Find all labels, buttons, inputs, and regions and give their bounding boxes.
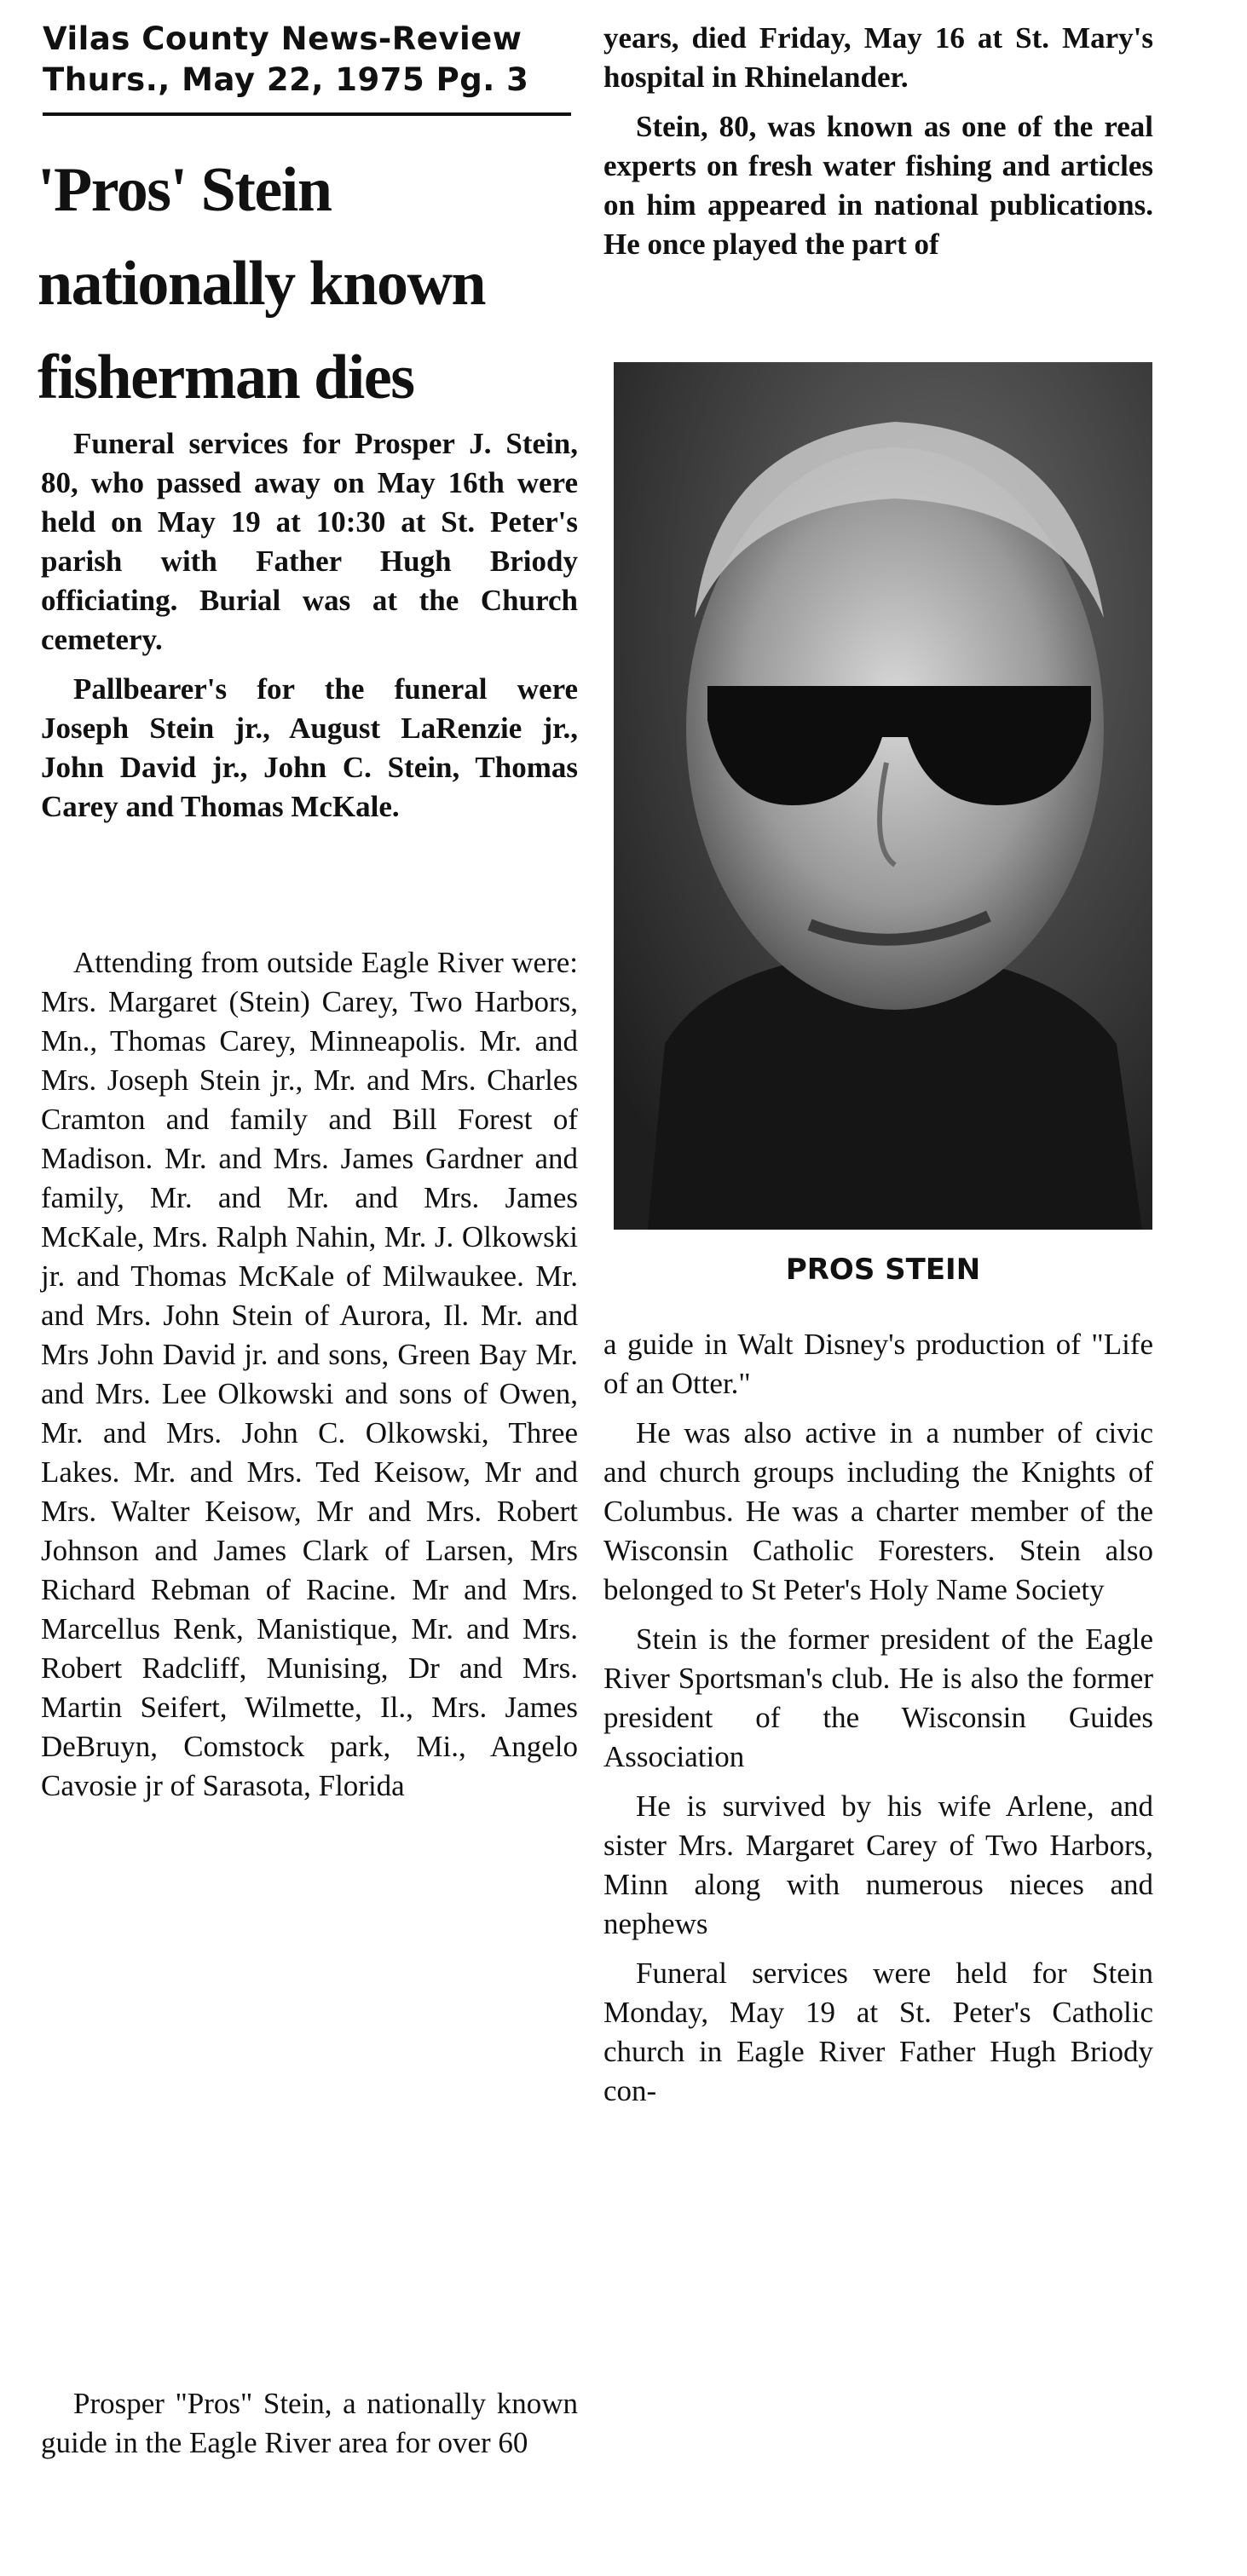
masthead-publication: Vilas County News-Review	[43, 20, 522, 57]
portrait-photo	[614, 362, 1152, 1230]
paragraph-prosper: Prosper "Pros" Stein, a nationally known guide in the Eagle River area for over 60	[41, 2387, 578, 2459]
portrait-image	[614, 362, 1152, 1230]
masthead-date: Thurs., May 22, 1975 Pg. 3	[43, 61, 529, 98]
paragraph-sportsmans-club: Stein is the former president of the Eagle River Sportsman's club. He is also the former president of the Wisconsin Guides Association	[603, 1622, 1153, 1773]
masthead-rule	[43, 112, 571, 116]
paragraph-died-friday: years, died Friday, May 16 at St. Mary's hospital in Rhinelander.	[603, 21, 1153, 94]
paragraph-funeral-monday: Funeral services were held for Stein Monday, May 19 at St. Peter's Catholic church in Eagle River Father Hugh Briody con-	[603, 1956, 1153, 2107]
article-column-2-top	[603, 19, 1153, 274]
article-column-2-bottom	[603, 1325, 1153, 2121]
paragraph-fishing-expert: Stein, 80, was known as one of the real experts on fresh water fishing and articles on him appeared in national publications. He once played the part of	[603, 110, 1153, 261]
photo-caption: PROS STEIN	[785, 1253, 981, 1287]
paragraph-pallbearers: Pallbearer's for the funeral were Joseph Stein jr., August LaRenzie jr., John David jr., John C. Stein, Thomas Carey and Thomas McKale.	[41, 672, 578, 823]
article-column-1-bold	[41, 424, 578, 837]
paragraph-survived-by: He is survived by his wife Arlene, and sister Mrs. Margaret Carey of Two Harbors, Minn along with numerous nieces and nephews	[603, 1789, 1153, 1940]
masthead	[43, 19, 571, 101]
paragraph-attending: Attending from outside Eagle River were: Mrs. Margaret (Stein) Carey, Two Harbors, Mn., Thomas Carey, Minneapolis. Mr. and Mrs. Joseph Stein jr., Mr. and Mrs. Charles Cramton and family and Bill Forest of Madison. Mr. and Mrs. James Gardner and family, Mr. and Mr. and Mrs. James McKale, Mrs. Ralph Nahin, Mr. J. Olkowski jr. and Thomas McKale of Milwaukee. Mr. and Mrs. John Stein of Aurora, Il. Mr. and Mrs John David jr. and sons, Green Bay Mr. and Mrs. Lee Olkowski and sons of Owen, Mr. and Mrs. John C. Olkowski, Three Lakes. Mr. and Mrs. Ted Keisow, Mr and Mrs. Walter Keisow, Mr and Mrs. Robert Johnson and James Clark of Larsen, Mrs Richard Rebman of Racine. Mr and Mrs. Marcellus Renk, Manistique, Mr. and Mrs. Robert Radcliff, Munising, Dr and Mrs. Martin Seifert, Wilmette, Il., Mrs. James DeBruyn, Comstock park, Mi., Angelo Cavosie jr of Sarasota, Florida	[41, 946, 578, 1802]
article-column-1-attendees	[41, 943, 578, 1816]
paragraph-funeral-services: Funeral services for Prosper J. Stein, 80, who passed away on May 16th were held on May 19 at 10:30 at St. Peter's parish with Father Hugh Briody officiating. Burial was at the Church cemetery.	[41, 427, 578, 656]
paragraph-disney: a guide in Walt Disney's production of "Life of an Otter."	[603, 1328, 1153, 1400]
headline: 'Pros' Stein nationally known fisherman dies	[38, 155, 486, 412]
paragraph-civic-groups: He was also active in a number of civic and church groups including the Knights of Columbus. He was a charter member of the Wisconsin Catholic Foresters. Stein also belonged to St Peter's Holy Name Society	[603, 1416, 1153, 1606]
article-column-1-end	[41, 2384, 578, 2473]
